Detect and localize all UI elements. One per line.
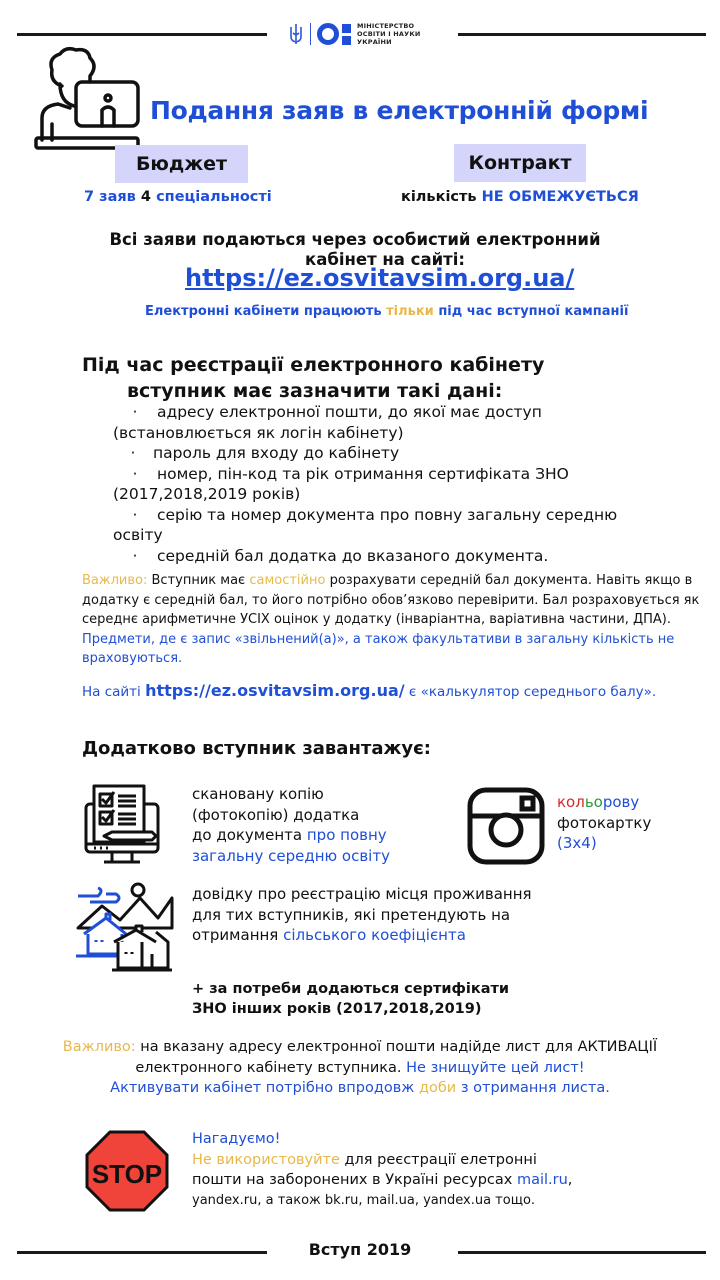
svg-text:STOP: STOP (91, 1159, 163, 1189)
page-title: Подання заяв в електронній формі (150, 96, 649, 125)
list-item: · середній бал додатка до вказаного документа. (113, 546, 673, 567)
village-houses-icon (76, 878, 176, 974)
additional-heading: Додатково вступник завантажує: (82, 738, 431, 759)
list-item: · пароль для входу до кабінету (113, 443, 673, 464)
header-rule-left (17, 33, 267, 36)
bullet-icon: · (130, 444, 136, 462)
registration-list (113, 402, 673, 566)
cabinet-url-link[interactable]: https://ez.osvitavsim.org.ua/ (185, 264, 575, 292)
bullet-icon: · (132, 546, 138, 565)
calculator-url-link[interactable]: https://ez.osvitavsim.org.ua/ (145, 681, 405, 700)
trident-icon (288, 23, 304, 45)
bullet-icon: · (132, 464, 138, 483)
important-note-average: Важливо: Вступник має самостійно розрахувати середній бал документа. Навіть якщо в додатку є середній бал, то його потрібно обов’язково перевірити. Бал розраховується як середнє арифметичне УСІХ оцінок у додатку (інваріантна, варіативна частини, ДПА). Предмети, де є запис «звільнений(а)», а також факультативи в загальну кількість не враховуються. (82, 573, 700, 666)
footer-label: Вступ 2019 (308, 1240, 412, 1259)
residence-text: довідку про реєстрацію місця проживання для тих вступників, які претендують на отримання сільського коефіцієнта (192, 885, 532, 944)
cabinet-info: Всі заяви подаються через особистий електронний кабінет на сайті: (109, 230, 601, 269)
budget-limit: 7 заяв 4 спеціальності (84, 189, 272, 205)
bullet-icon: · (132, 403, 138, 421)
logo-separator (310, 23, 311, 45)
photo-text: кольорову фотокартку (3x4) (557, 793, 652, 852)
certificates-note: + за потреби додаються сертифікати ЗНО інших років (2017,2018,2019) (192, 981, 510, 1017)
camera-icon (466, 786, 546, 866)
header-rule-right (458, 33, 706, 36)
ministry-name: МІНІСТЕРСТВО ОСВІТИ І НАУКИ УКРАЇНИ (357, 22, 421, 46)
calculator-note: На сайті https://ez.osvitavsim.org.ua/ є «калькулятор середнього балу». (82, 681, 657, 700)
list-item: · адресу електронної пошти, до якої має доступ (встановлюється як логін кабінету) (113, 403, 542, 442)
cabinet-availability-note: Електронні кабінети працюють тільки під час вступної кампанії (145, 304, 629, 319)
contract-label: Контракт (454, 144, 586, 182)
budget-label: Бюджет (115, 145, 248, 183)
ministry-logo (288, 22, 421, 46)
registration-heading: Під час реєстрації електронного кабінету вступник має зазначити такі дані: (82, 354, 545, 402)
stop-sign-icon (85, 1130, 169, 1212)
ministry-mark-icon (317, 23, 351, 45)
document-checklist-icon (82, 782, 162, 868)
bullet-icon: · (132, 505, 138, 524)
scan-copy-text: скановану копію (фотокопію) додатка до документа про повну загальну середню освіту (192, 785, 390, 865)
important-note-activation: Важливо: на вказану адресу електронної пошти надійде лист для АКТИВАЦІЇ електронного кабінету вступника. Не знищуйте цей лист! Активувати кабінет потрібно впродовж доби з отримання листа. (62, 1039, 658, 1096)
person-at-computer-icon (32, 46, 144, 150)
reminder-text: Нагадуємо! Не використовуйте для реєстрації елетронні пошти на заборонених в Україні ресурсах mail.ru, yandex.ru, а також bk.ru, mail.ua, yandex.ua тощо. (192, 1131, 573, 1208)
list-item: · серію та номер документа про повну загальну середню освіту (113, 505, 618, 544)
list-item: · номер, пін-код та рік отримання сертифіката ЗНО (2017,2018,2019 років) (113, 464, 569, 503)
contract-limit: кількість НЕ ОБМЕЖУЄТЬСЯ (401, 189, 639, 205)
